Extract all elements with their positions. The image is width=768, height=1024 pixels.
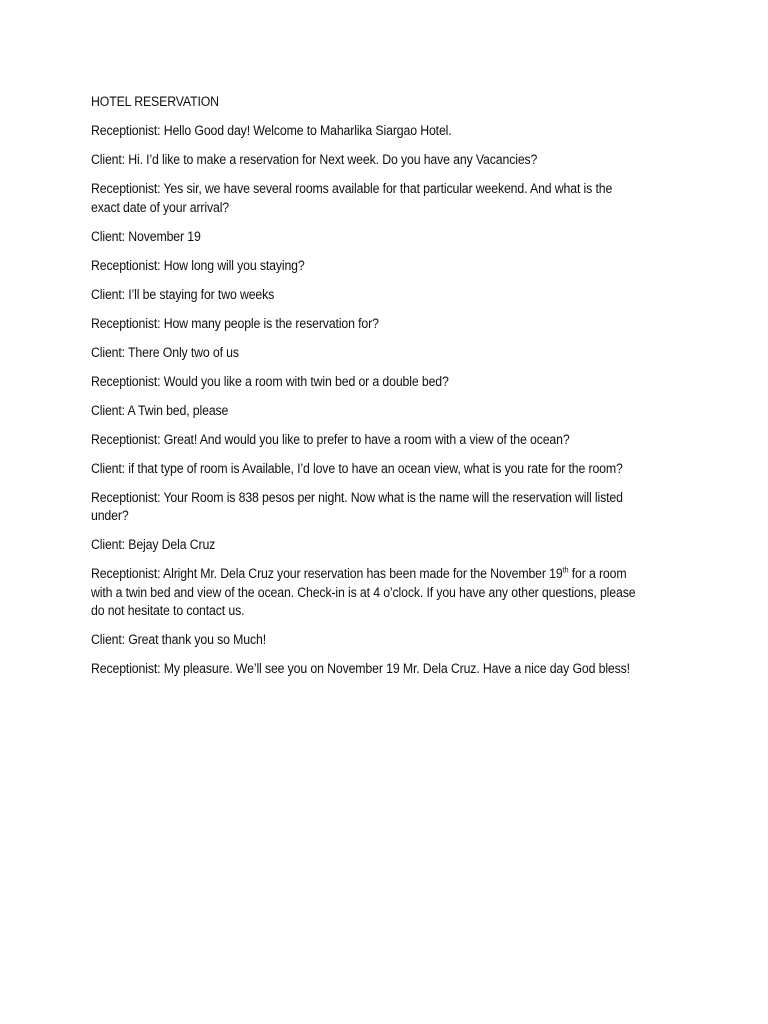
dialogue-line-3: Receptionist: Yes sir, we have several rooms available for that particular weekend. And what is the exact date of your arrival? xyxy=(91,181,613,215)
dialogue-line-1: Receptionist: Hello Good day! Welcome to Maharlika Siargao Hotel. xyxy=(91,123,452,138)
dialogue-line-17: Receptionist: My pleasure. We’ll see you on November 19 Mr. Dela Cruz. Have a nice day God bless! xyxy=(91,661,630,676)
dialogue-line-16: Client: Great thank you so Much! xyxy=(91,632,266,647)
dialogue-line-2: Client: Hi. I’d like to make a reservation for Next week. Do you have any Vacancies? xyxy=(91,152,538,167)
dialogue-line-7: Receptionist: How many people is the reservation for? xyxy=(91,315,379,331)
dialogue-line-15 xyxy=(91,565,643,621)
dialogue-line-15-after: for a room with a twin bed and view of the ocean. Check-in is at 4 o’clock. If you have any other questions, please do not hesitate to contact us. xyxy=(91,566,636,618)
dialogue-line-14: Client: Bejay Dela Cruz xyxy=(91,537,216,552)
dialogue-line-11: Receptionist: Great! And would you like to prefer to have a room with a view of the ocean? xyxy=(91,431,570,447)
dialogue-line-9: Receptionist: Would you like a room with twin bed or a double bed? xyxy=(91,373,449,389)
dialogue-line-15-before: Receptionist: Alright Mr. Dela Cruz your reservation has been made for the November 19 xyxy=(91,566,563,581)
dialogue-line-10: Client: A Twin bed, please xyxy=(91,402,229,418)
ordinal-suffix: th xyxy=(562,565,569,575)
document-body xyxy=(91,93,643,689)
document-title: HOTEL RESERVATION xyxy=(91,94,219,109)
dialogue-line-5: Receptionist: How long will you staying? xyxy=(91,257,305,273)
dialogue-line-12: Client: if that type of room is Available, I’d love to have an ocean view, what is you rate for the room? xyxy=(91,460,623,476)
dialogue-line-13: Receptionist: Your Room is 838 pesos per night. Now what is the name will the reservation will listed under? xyxy=(91,489,623,523)
dialogue-line-6: Client: I’ll be staying for two weeks xyxy=(91,286,275,302)
dialogue-line-8: Client: There Only two of us xyxy=(91,344,239,360)
dialogue-line-4: Client: November 19 xyxy=(91,228,201,244)
